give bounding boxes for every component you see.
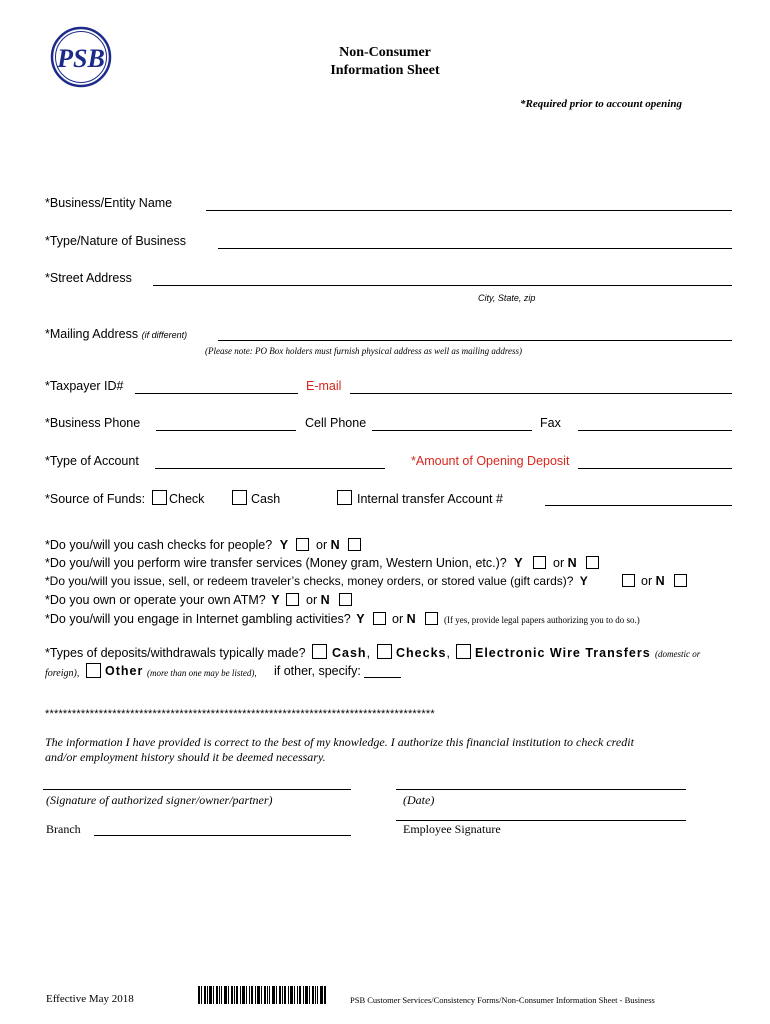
logo-emblem [50, 26, 112, 88]
q2-yes-checkbox[interactable] [533, 556, 546, 569]
question-atm [45, 593, 280, 607]
q1-no-checkbox[interactable] [348, 538, 361, 551]
q3-or: or [641, 574, 653, 588]
po-box-note: (Please note: PO Box holders must furnish physical address as well as mailing address) [205, 346, 523, 356]
title-line-1: Non-Consumer [339, 45, 431, 60]
deposit-checks-label [396, 646, 451, 660]
cell-phone-field[interactable] [372, 430, 532, 431]
type-of-account-field[interactable] [155, 468, 385, 469]
q4-yes-checkbox[interactable] [286, 593, 299, 606]
deposit-wire-checkbox[interactable] [456, 644, 471, 659]
cash-label: Cash [251, 492, 281, 506]
signer-signature-line[interactable] [43, 789, 351, 790]
q3-no: N [655, 574, 665, 588]
mailing-address-field[interactable] [218, 340, 732, 341]
q1-no: N [330, 538, 340, 552]
question-cash-checks [45, 538, 288, 552]
business-name-label: *Business/Entity Name [45, 196, 173, 210]
date-label: (Date) [403, 793, 435, 807]
attestation-text [45, 735, 745, 765]
q5-or-no [392, 612, 416, 626]
q3-yes: Y [579, 574, 588, 588]
question-3-text: *Do you/will you issue, sell, or redeem traveler’s checks, money orders, or stored value (gift cards)? [45, 574, 574, 588]
deposit-checks-text: Checks [396, 646, 447, 660]
q1-or: or [316, 538, 328, 552]
title-line-2: Information Sheet [330, 63, 440, 78]
question-5-text: *Do you/will you engage in Internet gambling activities? [45, 612, 351, 626]
q5-note: (If yes, provide legal papers authorizing you to do so.) [444, 615, 640, 625]
deposit-cash-label [332, 646, 371, 660]
deposit-if-other-label: if other, specify: [274, 664, 361, 678]
question-travelers-checks [45, 574, 588, 588]
opening-deposit-label: *Amount of Opening Deposit [411, 454, 570, 468]
logo-text: PSB [57, 44, 105, 73]
deposit-wire-label: Electronic Wire Transfers [475, 646, 651, 660]
signer-signature-label: (Signature of authorized signer/owner/partner) [46, 793, 273, 807]
q1-yes-checkbox[interactable] [296, 538, 309, 551]
q2-yes: Y [514, 556, 523, 570]
business-phone-field[interactable] [156, 430, 296, 431]
attestation-line-2: and/or employment history should it be deemed necessary. [45, 750, 326, 764]
fax-label: Fax [540, 416, 561, 430]
date-signature-line[interactable] [396, 789, 686, 790]
employee-signature-line[interactable] [396, 820, 686, 821]
mailing-address-text: *Mailing Address [45, 327, 139, 341]
cash-checkbox[interactable] [232, 490, 247, 505]
barcode-icon [198, 986, 326, 1004]
street-address-field[interactable] [153, 285, 732, 286]
q5-no-checkbox[interactable] [425, 612, 438, 625]
email-field[interactable] [350, 393, 732, 394]
deposit-other-checkbox[interactable] [86, 663, 101, 678]
employee-signature-label: Employee Signature [403, 822, 501, 836]
barcode-graphic [198, 986, 326, 1009]
fax-field[interactable] [578, 430, 732, 431]
q5-no: N [406, 612, 416, 626]
deposit-other-note: (more than one may be listed), [147, 668, 257, 678]
deposit-other-label: Other [105, 664, 144, 678]
deposit-other-field[interactable] [364, 677, 401, 678]
business-phone-label: *Business Phone [45, 416, 141, 430]
effective-date: Effective May 2018 [46, 993, 134, 1005]
internal-transfer-label: Internal transfer Account # [357, 492, 503, 506]
q3-yes-checkbox[interactable] [622, 574, 635, 587]
check-checkbox[interactable] [152, 490, 167, 505]
required-note: *Required prior to account opening [520, 98, 682, 110]
deposit-wire-note: (domestic or [655, 649, 701, 659]
cell-phone-label: Cell Phone [305, 416, 367, 430]
deposit-cash-text: Cash [332, 646, 367, 660]
email-label: E-mail [306, 379, 342, 393]
separator-stars: *************************************************************************************** [45, 708, 435, 720]
deposit-comma-1: , [366, 646, 372, 660]
question-2-text: *Do you/will you perform wire transfer services (Money gram, Western Union, etc.)? [45, 556, 507, 570]
q2-no-checkbox[interactable] [586, 556, 599, 569]
deposit-cash-checkbox[interactable] [312, 644, 327, 659]
internal-transfer-checkbox[interactable] [337, 490, 352, 505]
q1-or-no [316, 538, 340, 552]
branch-label: Branch [46, 822, 81, 836]
q5-yes: Y [356, 612, 365, 626]
page-title [270, 44, 500, 80]
question-1-text: *Do you/will you cash checks for people? [45, 538, 273, 552]
attestation-line-1: The information I have provided is correct to the best of my knowledge. I authorize this financial institution to check credit [45, 735, 634, 749]
deposit-foreign-note: foreign), [45, 668, 80, 679]
q4-yes: Y [271, 593, 280, 607]
type-nature-label: *Type/Nature of Business [45, 234, 187, 248]
deposit-comma-2: , [446, 646, 451, 660]
check-label: Check [169, 492, 205, 506]
internal-transfer-field[interactable] [545, 505, 732, 506]
q4-or-no [306, 593, 330, 607]
branch-line[interactable] [94, 835, 351, 836]
taxpayer-id-field[interactable] [135, 393, 298, 394]
q4-no-checkbox[interactable] [339, 593, 352, 606]
mailing-address-label [45, 327, 187, 341]
q5-or: or [392, 612, 404, 626]
q1-yes: Y [279, 538, 289, 552]
question-4-text: *Do you own or operate your own ATM? [45, 593, 266, 607]
city-state-zip-hint: City, State, zip [478, 293, 536, 303]
footer-path: PSB Customer Services/Consistency Forms/Non-Consumer Information Sheet - Business [350, 995, 655, 1005]
question-gambling [45, 612, 365, 626]
if-different-hint: (if different) [141, 330, 188, 340]
q5-yes-checkbox[interactable] [373, 612, 386, 625]
question-wire-transfer [45, 556, 523, 570]
q4-or: or [306, 593, 318, 607]
opening-deposit-field[interactable] [578, 468, 732, 469]
q3-or-no [641, 574, 665, 588]
q2-or-no [553, 556, 577, 570]
type-of-account-label: *Type of Account [45, 454, 139, 468]
q3-no-checkbox[interactable] [674, 574, 687, 587]
type-nature-field[interactable] [218, 248, 732, 249]
logo [50, 26, 112, 88]
q2-no: N [567, 556, 577, 570]
business-name-field[interactable] [206, 210, 732, 211]
deposit-checks-checkbox[interactable] [377, 644, 392, 659]
q2-or: or [553, 556, 565, 570]
street-address-label: *Street Address [45, 271, 132, 285]
taxpayer-id-label: *Taxpayer ID# [45, 379, 124, 393]
deposits-label: *Types of deposits/withdrawals typically made? [45, 646, 306, 660]
source-of-funds-label: *Source of Funds: [45, 492, 146, 506]
q4-no: N [320, 593, 330, 607]
